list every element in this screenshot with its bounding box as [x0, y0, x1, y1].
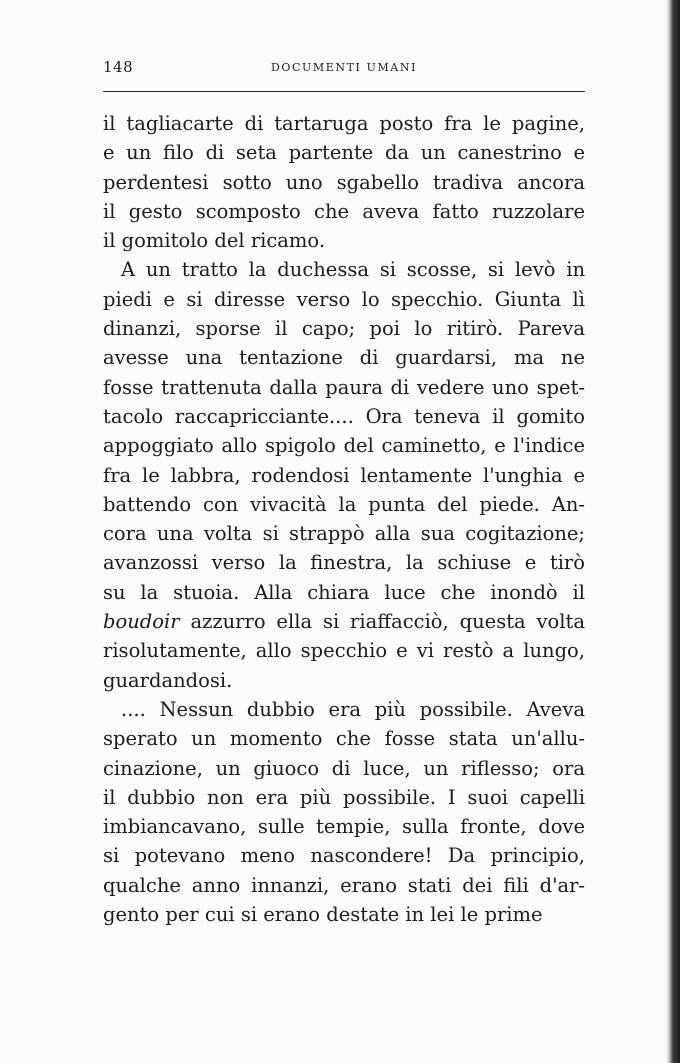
text-line: dinanzi, sporse il capo; poi lo ritirò. Pareva: [103, 317, 585, 341]
text-line: appoggiato allo spigolo del caminetto, e l'indice: [103, 434, 585, 458]
text-line: qualche anno innanzi, erano stati dei fili d'ar-: [103, 873, 585, 897]
text-line: il gesto scomposto che aveva fatto ruzzolare: [103, 199, 585, 223]
running-title: DOCUMENTI UMANI: [270, 61, 418, 74]
line-remainder: azzurro ella si riaffacciò, questa volta: [179, 610, 585, 634]
text-line: A un tratto la duchessa si scosse, si levò in: [121, 258, 585, 282]
header-rule: [103, 91, 585, 92]
text-line: il dubbio non era più possibile. I suoi capelli: [103, 785, 585, 809]
text-line: battendo con vivacità la punta del piede. An-: [103, 492, 585, 516]
text-line: risolutamente, allo specchio e vi restò a lungo,: [103, 639, 585, 663]
text-line: cinazione, un giuoco di luce, un riflesso; ora: [103, 756, 585, 780]
text-line: piedi e si diresse verso lo specchio. Giunta lì: [103, 287, 585, 311]
page-number: 148: [103, 58, 134, 76]
page-binding-edge: [666, 0, 680, 1063]
text-line: su la stuoia. Alla chiara luce che inondò il: [103, 580, 585, 604]
text-line: si potevano meno nascondere! Da principio,: [103, 844, 585, 868]
text-line: fosse trattenuta dalla paura di vedere uno spet-: [103, 375, 585, 399]
text-line: e un filo di seta partente da un canestrino e: [103, 141, 585, 165]
text-line: il gomitolo del ricamo.: [103, 229, 326, 253]
italic-word: boudoir: [103, 610, 180, 634]
text-line: tacolo raccapricciante.... Ora teneva il gomito: [103, 404, 585, 428]
text-line: [103, 607, 585, 636]
body-text: [103, 109, 585, 929]
text-line: cora una volta si strappò alla sua cogitazione;: [103, 522, 585, 546]
text-line: avesse una tentazione di guardarsi, ma ne: [103, 346, 585, 370]
text-line: sperato un momento che fosse stata un'allu-: [103, 727, 585, 751]
text-line: il tagliacarte di tartaruga posto fra le pagine,: [103, 112, 585, 135]
text-line: .... Nessun dubbio era più possibile. Aveva: [121, 697, 585, 721]
text-line: fra le labbra, rodendosi lentamente l'unghia e: [103, 463, 585, 487]
text-line: perdentesi sotto uno sgabello tradiva ancora: [103, 170, 585, 194]
text-line: gento per cui si erano destate in lei le prime: [103, 903, 543, 927]
text-line: avanzossi verso la finestra, la schiuse e tirò: [103, 551, 585, 575]
text-line: guardandosi.: [103, 668, 233, 692]
text-line: imbiancavano, sulle tempie, sulla fronte, dove: [103, 815, 585, 839]
running-head: [103, 58, 585, 82]
